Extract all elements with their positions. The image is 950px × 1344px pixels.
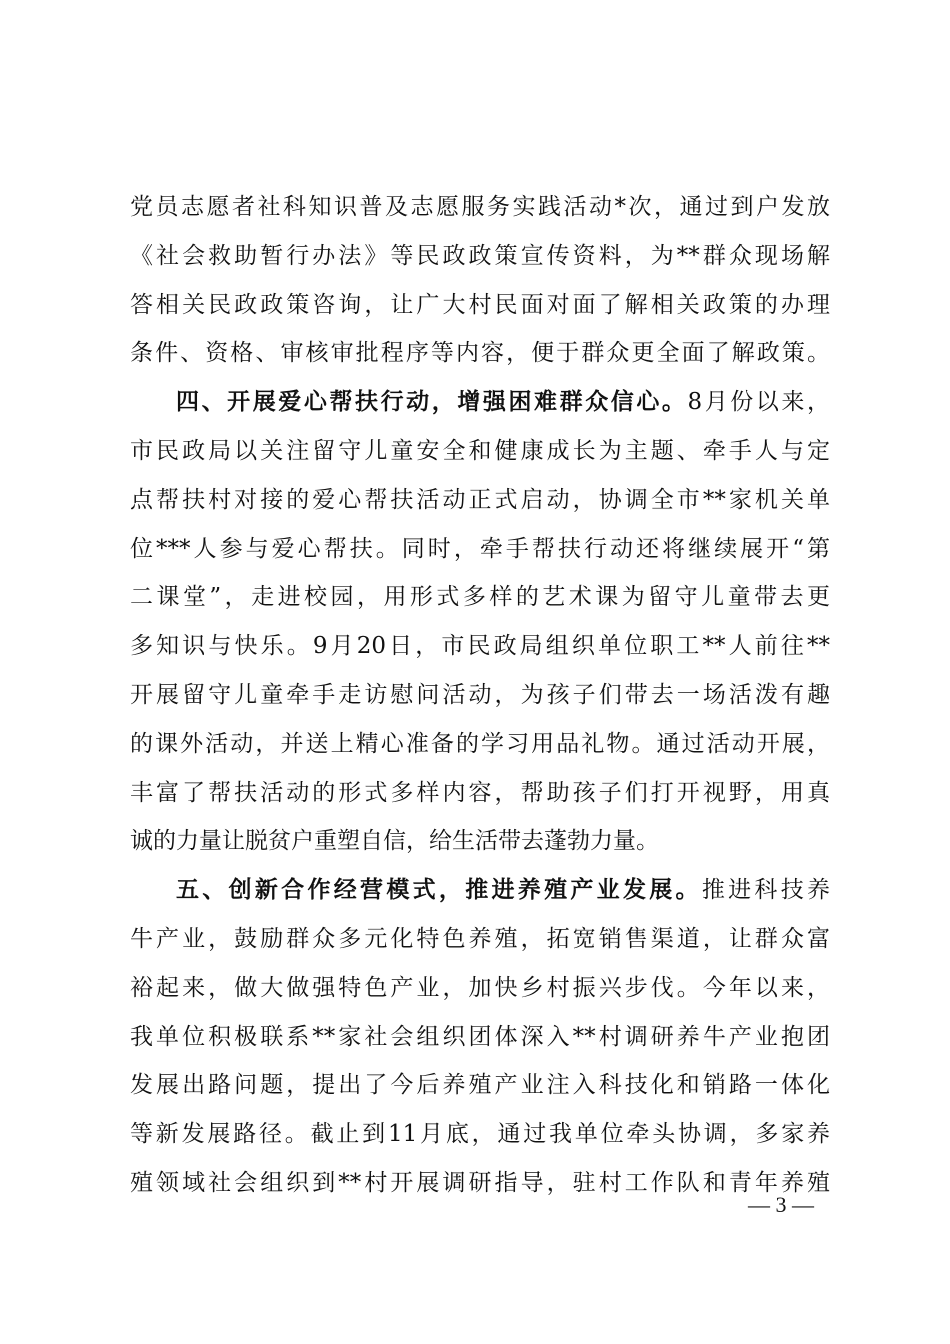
paragraph-3-line-2: 牛产业，鼓励群众多元化特色养殖，拓宽销售渠道，让群众富 (130, 925, 830, 952)
paragraph-3-first-line (130, 866, 830, 915)
paragraph-2-line-4: 位***人参与爱心帮扶。同时，牵手帮扶行动还将继续展开“第 (130, 535, 830, 562)
paragraph-2-first-line (130, 378, 830, 427)
page-number-text: — 3 — (748, 1192, 814, 1217)
paragraph-3-line-5: 发展出路问题，提出了今后养殖产业注入科技化和销路一体化 (130, 1072, 830, 1099)
paragraph-2-line-2: 市民政局以关注留守儿童安全和健康成长为主题、牵手人与定 (130, 437, 830, 464)
section-4-heading: 四、开展爱心帮扶行动，增强困难群众信心。 (176, 389, 688, 416)
paragraph-2-line-10: 诚的力量让脱贫户重塑自信，给生活带去蓬勃力量。 (130, 828, 659, 855)
paragraph-1-line-4: 条件、资格、审核审批程序等内容，便于群众更全面了解政策。 (130, 340, 830, 367)
paragraph-3-first-line-text: 推进科技养 (701, 877, 830, 904)
paragraph-2-first-line-text: 8月份以来， (687, 389, 830, 416)
paragraph-2-line-9: 丰富了帮扶活动的形式多样内容，帮助孩子们打开视野，用真 (130, 779, 830, 806)
paragraph-2-line-8: 的课外活动，并送上精心准备的学习用品礼物。通过活动开展， (130, 730, 830, 757)
paragraph-3-line-7: 殖领域社会组织到**村开展调研指导，驻村工作队和青年养殖 (130, 1169, 830, 1196)
paragraph-1-line-2: 《社会救助暂行办法》等民政政策宣传资料，为**群众现场解 (130, 242, 830, 269)
paragraph-3-line-3: 裕起来，做大做强特色产业，加快乡村振兴步伐。今年以来， (130, 974, 830, 1001)
paragraph-3-line-6: 等新发展路径。截止到11月底，通过我单位牵头协调，多家养 (130, 1121, 830, 1148)
paragraph-2-line-5: 二课堂”，走进校园，用形式多样的艺术课为留守儿童带去更 (130, 584, 830, 611)
paragraph-2-line-6: 多知识与快乐。9月20日，市民政局组织单位职工**人前往** (130, 633, 830, 660)
body-text (130, 183, 830, 1208)
paragraph-1-line-1: 党员志愿者社科知识普及志愿服务实践活动*次，通过到户发放 (130, 194, 830, 220)
section-5-heading: 五、创新合作经营模式，推进养殖产业发展。 (176, 877, 702, 904)
paragraph-2-line-3: 点帮扶村对接的爱心帮扶活动正式启动，协调全市**家机关单 (130, 486, 830, 513)
paragraph-2-line-7: 开展留守儿童牵手走访慰问活动，为孩子们带去一场活泼有趣 (130, 681, 830, 708)
paragraph-1-line-3: 答相关民政政策咨询，让广大村民面对面了解相关政策的办理 (130, 291, 830, 318)
paragraph-3-line-4: 我单位积极联系**家社会组织团体深入**村调研养牛产业抱团 (130, 1023, 830, 1050)
